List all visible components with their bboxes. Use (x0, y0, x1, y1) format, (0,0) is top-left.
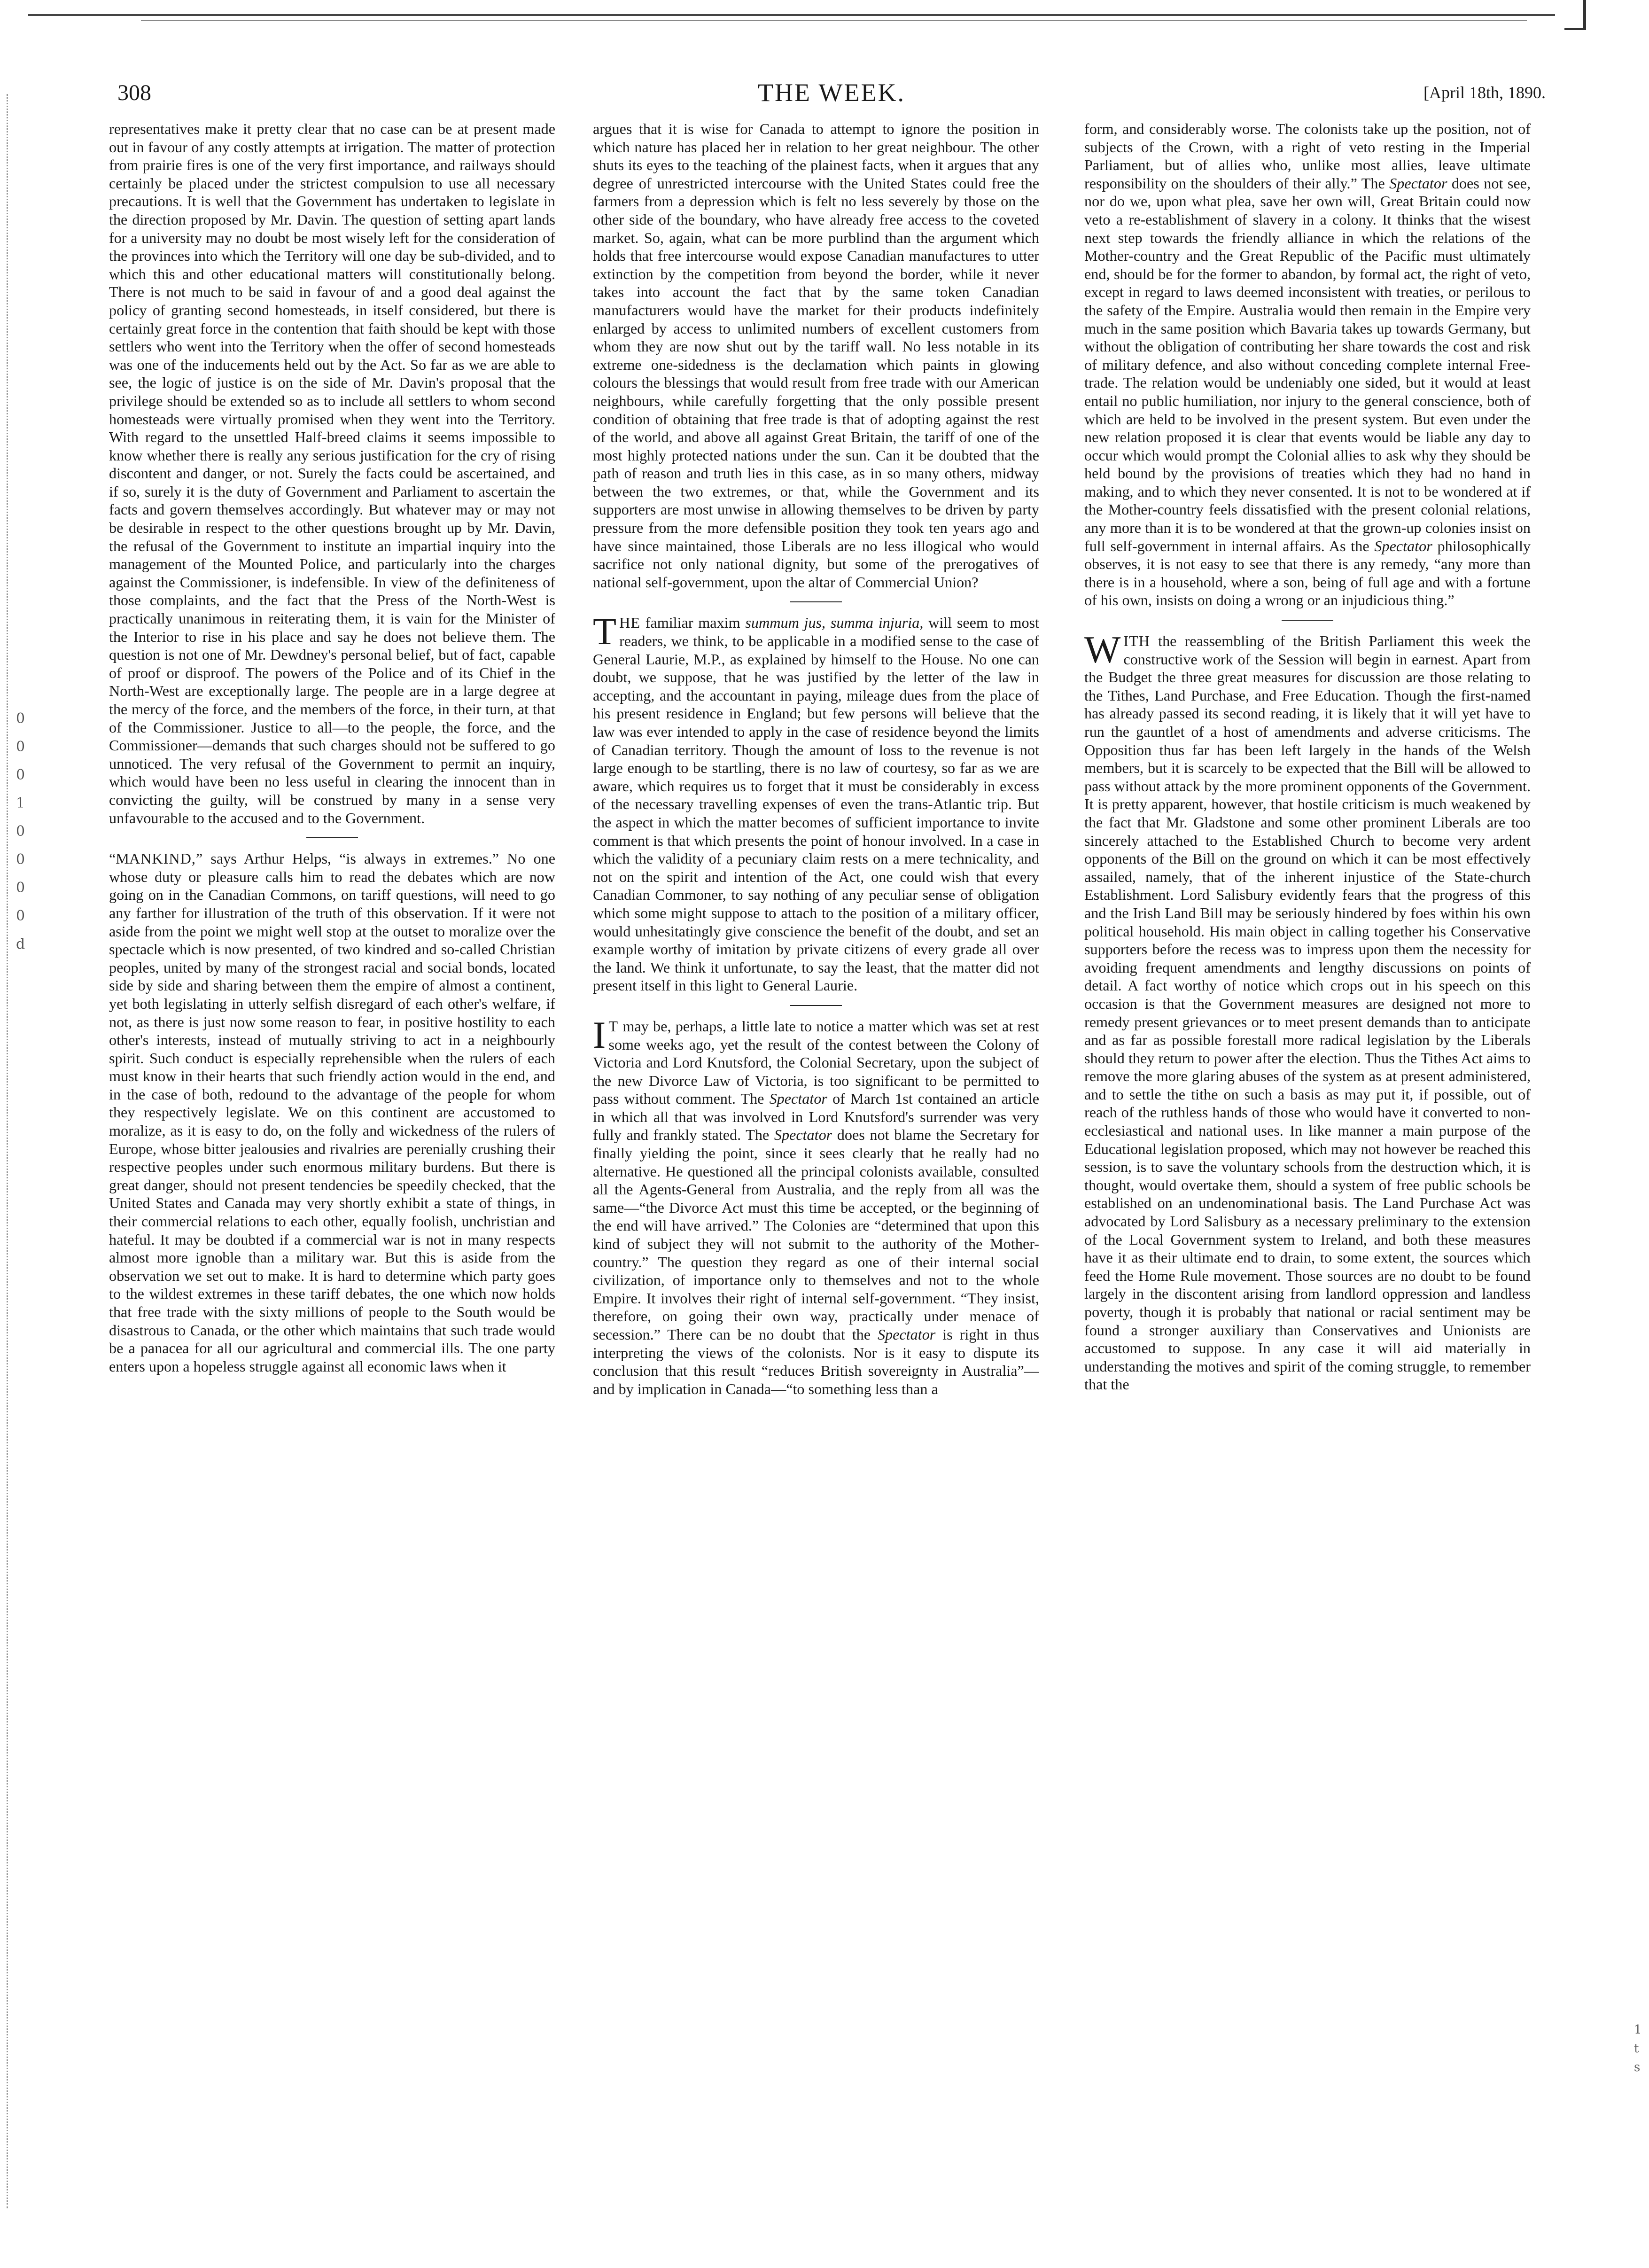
small-caps-lead: ANKIND, (129, 850, 196, 867)
section-divider (1282, 620, 1333, 621)
drop-cap: I (593, 1013, 606, 1056)
page-header (117, 80, 1546, 113)
paragraph-text: will seem to most readers, we think, to be applicable in a modified sense to the case of General Laurie, M.P., as explained by himself to the House. No one can doubt, we suppose, that he was justified by the letter of the law in accepting, and the accountant in paying, mileage dues from the place of his present residence in England; but few persons will believe that the law was ever intended to apply in the case of residence beyond the limits of Canadian territory. Though the amount of loss to the revenue is not large enough to be startling, there is no law of courtesy, so far as we are aware, which requires us to forget that it must be considerably in excess of the necessary travelling expenses of even the trans-Atlantic trip. But the aspect in which the matter becomes of sufficient importance to invite comment is that which presents the point of honour involved. In a case in which the validity of a pecuniary claim rests on a mere technicality, and not on the spirit and intention of the Act, one could wish that every Canadian Commoner, to say nothing of any peculiar sense of obligation which some might suppose to attach to the position of a military officer, would unhesitatingly give conscience the benefit of the doubt, and set an example worthy of imitation by private citizens of every grade all over the land. We think it unfortunate, to say the least, that the matter did not present itself in this light to General Laurie. (593, 614, 1039, 994)
margin-letter: 0 (16, 710, 25, 727)
margin-letter: 0 (16, 823, 25, 840)
corner-binding-mark (1564, 0, 1586, 30)
paragraph-text: ” says Arthur Helps, “is always in extremes.” No one whose duty or pleasure calls him to read the debates which are now going on in the Canadian Commons, on tariff questions, will need to go any farther for illustration of the truth of this observation. If it were not aside from the point we might well stop at the outset to moralize over the spectacle which is now presented, of two kindred and so-called Christian peoples, united by many of the strongest racial and social bonds, located side by side and sharing between them the empire of almost a continent, yet both legislating in utterly selfish disregard of each other's welfare, if not, as there is just now some reason to fear, in positive hostility to each other's interests, instead of mutually striving to act in a neighbourly spirit. Such conduct is especially reprehensible when the rulers of each must know in their hearts that such friendly action would in the end, and in the case of both, redound to the advantage of the people for whom they respectively legislate. We on this continent are accustomed to moralize, as it is easy to do, on the folly and wickedness of the rulers of Europe, whose bitter jealousies and rivalries are perenially crushing their respective peoples under such enormous military burdens. But there is great danger, should not present tendencies be speedily checked, that the United States and Canada may very shortly exhibit a state of things, in their commercial relations to each other, equally foolish, unchristian and hateful. It may be doubted if a commercial war is not in many respects almost more ignoble than a military war. But this is aside from the observation we set out to make. It is hard to determine which party goes to the wildest extremes in these tariff debates, the one which now holds that free trade with the sixty millions of people to the South would be disastrous to Canada, or the other which maintains that such trade would be a panacea for all our agricultural and commercial ills. The one party enters upon a hopeless struggle against all economic laws when it (109, 850, 555, 1375)
publication-name: Spectator (1389, 174, 1447, 192)
article-paragraph (109, 850, 555, 1375)
drop-cap: W (1084, 628, 1121, 671)
paragraph-text: of March 1st contained an article in which all that was involved in Lord Knutsford's surrender was very fully and frankly stated. The (593, 1090, 1039, 1144)
article-paragraph (593, 610, 1039, 994)
right-margin-letters (1634, 2020, 1648, 2077)
paragraph-text: philosophically observes, it is not easy to see that there is any remedy, “any more than there is in a household, where a son, being of full age and with a fortune of his own, insists on doing a wrong or an injudicious thing.” (1084, 537, 1531, 609)
section-divider (790, 1005, 842, 1006)
margin-letter: 0 (16, 908, 25, 924)
article-paragraph (1084, 628, 1531, 1394)
column-1 (109, 120, 555, 2244)
paragraph-text: familiar maxim (640, 614, 746, 631)
column-2 (593, 120, 1039, 2244)
top-border-rule-thin (141, 20, 1527, 21)
margin-letter: 0 (16, 880, 25, 896)
page-number: 308 (117, 80, 151, 105)
margin-letter: 0 (16, 767, 25, 783)
section-divider (790, 601, 842, 602)
paragraph-text: the reassembling of the British Parliament this week the constructive work of the Session will begin in earnest. Apart from the Budget the three great measures for discussion are those relating to the Tithes, Land Purchase, and Free Education. Though the first-named has already passed its second reading, it is likely that it will yet have to run the gauntlet of a host of amendments and adverse criticisms. The Opposition thus far has been left largely in the hands of the Welsh members, but it is scarcely to be expected that the Bill will be allowed to pass without attack by the more prominent opponents of the Government. It is pretty apparent, however, that hostile criticism is much weakened by the fact that Mr. Gladstone and some other prominent Liberals are too sincerely attached to the Established Church to become very ardent opponents of the Bill on the ground on which it can be most effectively assailed, namely, that of the inherent injustice of the State-church Establishment. Lord Salisbury evidently fears that the progress of this and the Irish Land Bill may be seriously hindered by foes within his own political household. His main object in calling together his Conservative supporters before the recess was to impress upon them the necessity for avoiding frequent amendments and lengthy discussions on points of detail. A fact worthy of notice which crops out in his speech on this occasion is that the Government measures are designed not more to remedy present grievances or to meet present demands than to anticipate and as far as possible forestall more radical legislation by the Liberals should they return to power after the election. Thus the Tithes Act aims to remove the more glaring abuses of the system as at present administered, and to settle the tithe on such a basis as may put it, if possible, out of reach of the ruthless hands of those who would have it converted to non-ecclesiastical and national uses. In like manner a main purpose of the Educational legislation proposed, which may not however be reached this session, is to save the voluntary schools from the destruction which, it is thought, would overtake them, should a system of free public schools be established on an undenominational basis. The Land Purchase Act was advocated by Lord Salisbury as a necessary preliminary to the extension of the Local Government system to Ireland, and both these measures have it as their ultimate end to drain, to some extent, the sources which feed the Home Rule movement. Those sources are no doubt to be found largely in the discontent arising from landlord oppression and landless poverty, though it is probably that national or racial sentiment may be found a stronger auxiliary than Conservatives and Unionists are accustomed to suppose. In any case it will aid materially in understanding the motives and spirit of the coming struggle, to remember that the (1084, 632, 1531, 1393)
latin-maxim: summum jus, summa injuria, (745, 614, 924, 631)
margin-letter: 0 (16, 851, 25, 868)
paragraph-text: is right in thus interpreting the views of the colonists. Nor is it easy to dispute its conclusion that this result “reduces British sovereignty in Australia”—and by implication in Canada—“to something less than a (593, 1326, 1039, 1397)
margin-letter: 1 (1634, 2023, 1642, 2037)
paragraph-text: does not blame the Secretary for finally yielding the point, since it sees clearly that he really had no alternative. He questioned all the principal colonists available, consulted all the Agents-General from Australia, and the reply from all was the same—“the Divorce Act must this time be accepted, or the beginning of the end will have arrived.” The Colonies are “determined that upon this kind of subject they will not submit to the authority of the Mother-country.” The question they regard as one of their internal social civilization, of importance only to themselves and not to the whole Empire. It involves their right of internal self-government. “They insist, therefore, on going their own way, practically under menace of secession.” There can be no doubt that the (593, 1126, 1039, 1343)
margin-letter: d (16, 936, 25, 952)
publication-name: Spectator (877, 1326, 936, 1343)
article-paragraph (1084, 120, 1531, 609)
article-paragraph: representatives make it pretty clear that no case can be at present made out in favour of any costly attempts at irrigation. The matter of protection from prairie fires is one of the very first importance, and railways should certainly be placed under the strictest compulsion to use all necessary precautions. It is well that the Government has undertaken to legislate in the direction proposed by Mr. Davin. The question of setting apart lands for a university may no doubt be most wisely left for the consideration of the provinces into which the Territory will one day be sub-divided, and to which this and other educational matters will constitutionally belong. There is not much to be said in favour of and a good deal against the policy of granting second homesteads, in itself considered, but there is certainly great force in the contention that faith should be kept with those settlers who went into the Territory when the offer of second homesteads was one of the inducements held out by the Act. So far as we are able to see, the logic of justice is on the side of Mr. Davin's proposal that the privilege should be extended so as to include all settlers to whom second homesteads were virtually promised when they went into the Territory. With regard to the unsettled Half-breed claims it seems impossible to know whether there is really any serious justification for the cry of rising discontent and danger, or not. Surely the facts could be ascertained, and if so, surely it is the duty of Government and Parliament to ascertain the facts and govern themselves accordingly. But whatever may or may not be desirable in respect to the other questions brought up by Mr. Davin, the refusal of the Government to institute an impartial inquiry into the management of the Mounted Police, and particularly into the charges against the Commissioner, is indefensible. In view of the definiteness of those complaints, and the fact that the Press of the North-West is practically unanimous in reiterating them, it is vain for the Minister of the Interior to rise in his place and say he does not believe them. The question is not one of Mr. Dewdney's personal belief, but of fact, capable of proof or disproof. The powers of the Police and of its Chief in the North-West are exceptionally large. The people are in a large degree at the mercy of the force, and the members of the force, in their turn, at that of the Commissioner. Justice to all—to the people, the force, and the Commissioner—demands that such charges should not be suffered to go unnoticed. The very refusal of the Government to permit an inquiry, which would have been no less useful in clearing the innocent than in convicting the guilty, will be construed by many in a sense very unfavourable to the accused and to the Government. (109, 120, 555, 826)
publication-name: Spectator (774, 1126, 832, 1144)
section-divider (306, 837, 358, 838)
article-paragraph: argues that it is wise for Canada to attempt to ignore the position in which nature has placed her in relation to her great neighbour. The other shuts its eyes to the teaching of the plainest facts, when it argues that any degree of unrestricted intercourse with the United States could free the farmers from a depression which is felt no less severely by those on the other side of the boundary, who have already free access to the coveted market. So, again, what can be more purblind than the argument which holds that free intercourse would expose Canadian manufactures to utter extinction by the competition from beyond the border, while it never takes into account the fact that by the same token Canadian manufacturers would have the market for their products indefinitely enlarged by access to unlimited numbers of excellent customers from whom they are now shut out by the tariff wall. No less notable in its extreme one-sidedness is the declamation which paints in glowing colours the blessings that would result from free trade with our American neighbours, while carefully forgetting that the only possible present condition of obtaining that free trade is that of adopting against the rest of the world, and above all against Great Britain, the tariff of one of the most highly protected nations under the sun. Can it be doubted that the path of reason and truth lies in this case, as in so many others, midway between the two extremes, or that, while the Government and its supporters are most unwise in allowing themselves to be driven by party pressure from the more defensible position they took ten years ago and have since maintained, those Liberals are no less illogical who would sacrifice not only national dignity, but some of the prerogatives of national self-government, upon the altar of Commercial Union? (593, 120, 1039, 591)
article-paragraph (593, 1013, 1039, 1398)
paragraph-text: does not see, nor do we, upon what plea, save her own will, Great Britain could now veto a re-establishment of slavery in a colony. It thinks that the wisest next step towards the friendly alliance in which the relations of the Mother-country and the Great Republic of the Pacific must ultimately end, should be for the former to abandon, by formal act, the right of veto, except in regard to laws deemed inconsistent with treaties, or perilous to the safety of the Empire. Australia would then remain in the Empire very much in the same position which Bavaria takes up towards Germany, but without the obligation of contributing her share towards the cost and risk of military defence, and also without conceding complete internal Free-trade. The relation would be undeniably one sided, but it would at least entail no public humiliation, nor injury to the general conscience, both of which are held to be involved in the present system. But even under the new relation proposed it is clear that events would be liable any day to occur which would prompt the Colonial allies to ask why they should be held bound by the provisions of treaties which they had no hand in making, and to which they never consented. It is not to be wondered at if the Mother-country feels dissatisfied with the present colonial relations, any more than it is to be wondered at that the grown-up colonies insist on full self-government in internal affairs. As the (1084, 174, 1531, 554)
masthead-title: THE WEEK. (758, 78, 905, 107)
margin-letter: t (1634, 2042, 1639, 2056)
margin-letter: s (1634, 2060, 1641, 2074)
small-caps-lead: T (608, 1017, 618, 1035)
publication-name: Spectator (1374, 537, 1432, 554)
drop-cap: T (593, 610, 617, 653)
left-margin-letters (16, 705, 35, 959)
column-3 (1084, 120, 1531, 2244)
issue-date: [April 18th, 1890. (1423, 83, 1546, 102)
publication-name: Spectator (769, 1090, 827, 1107)
small-caps-lead: ITH (1123, 632, 1151, 650)
paragraph-text: form, and considerably worse. The colonists take up the position, not of subjects of the Crown, with a right of veto resting in the Imperial Parliament, but of allies who, unlike most allies, leave ultimate responsibility on the shoulders of their ally.” The (1084, 120, 1531, 192)
opening-quote-capital: “M (109, 850, 129, 867)
top-border-rule (28, 14, 1555, 16)
paragraph-text: may be, perhaps, a little late to notice a matter which was set at rest some weeks ago, yet the result of the contest between the Colony of Victoria and Lord Knutsford, the Colonial Secretary, upon the subject of the new Divorce Law of Victoria, is too significant to be permitted to pass without comment. The (593, 1017, 1039, 1107)
margin-letter: 0 (16, 739, 25, 755)
left-binding-edge (7, 94, 16, 2208)
margin-letter: 1 (16, 795, 25, 811)
small-caps-lead: HE (619, 614, 640, 631)
